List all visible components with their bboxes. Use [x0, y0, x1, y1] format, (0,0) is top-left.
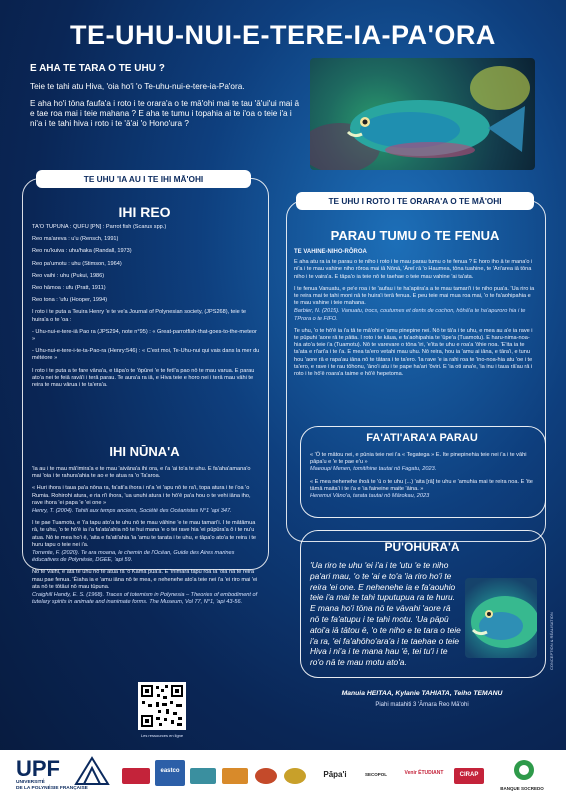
- ihi-nunaa-text: [32, 466, 260, 611]
- parau-tumu-heading: PARAU TUMU O TE FENUA: [330, 228, 500, 243]
- socredo-emblem: [512, 758, 536, 782]
- dialect-line: Reo pa'umotu : uhu (Stimson, 1964): [32, 260, 122, 267]
- papai-logo: Pāpa'i: [323, 770, 347, 779]
- parrotfish-photo: [310, 58, 535, 170]
- ihi-nunaa-paragraph: I te pae Tuamotu, e 'i'a tapu ato'a te uhu nō te mau vāhine 'e te mau tamari'i. I te mātāmua rā, te uhu, 'o te hō'ē ia i'a fa'ata'ahia nō te hui mana 'e o tei rave hia 'ei pūpūra'a ō i te nu'u atua. Nō te mea ho'i ē, 'aita e fa'ati'ahia 'ia 'amu te tarata i te uhu, e tāpa'o ato'a te reira i te huru tapu o teie nei i'a.: [32, 520, 257, 548]
- ihi-reo-paragraph: I roto i te puta a Teuira Henry 'e te ve'a Journal of Polynesian society, (JPS268), teie te huira'a o te 'oa :: [32, 309, 246, 323]
- citation: Heremui Vāno'a, tarata tautai nō Mārokau, 2023: [310, 493, 430, 500]
- parau-tumu-subheading: TE VAHINE-NIHO-RŌROA: [294, 249, 367, 255]
- venir-etudiant-logo: Venir ÉTUDIANT: [404, 770, 444, 776]
- faatiara-text: [310, 452, 536, 505]
- ihi-reo-paragraph: - Uhu-nui-e-tere-i-te-ta-Pao-ra (Henry:546) : « C'est moi, Te-Uhu-nui qui vais dans la mer du météore »: [32, 348, 260, 362]
- parau-tumu-paragraph: I te fenua Vanuatu, e pe'e roa i te 'aufau i te ha'apiira'a a te mau tamari'i i te niho pua'a. 'Ua riro ia te reira mai te tahi moni nā te huira'i terā fenua. E peu teie mai mua roa mai, 'o te fa'aohipahia e te mau vahine i teie mahana.: [294, 285, 535, 307]
- cirap-logo-text: CIRAP: [459, 772, 479, 778]
- socredo-logo: BANQUE SOCREDO: [500, 786, 544, 791]
- citation: Barbier, N. (2015). Vanuatu, trocs, coutumes et dents de cochon, hōhā'a te ha'apuroro hia i te TProra o te FIFO.: [294, 308, 526, 322]
- citation: Craighill Handy, E. S. (1968). Traces of totemism in Polynesia – Theories of embodiment of tutelary spirits in animate and inanimate forms. The Museum, Vol 77, N°1, 'api 43-56.: [32, 592, 258, 606]
- ihi-nunaa-paragraph: 'Ia au i te mau mā'imira'a e te mau 'aivāna'a ihi ora, e i'a 'ai to'a te uhu. E fa'aha'amana'o mai 'oia i te rahura'ahia te ao e te atua ra 'o Ta'aroa.: [32, 466, 251, 480]
- dialect-line: Reo ma'areva : u'u (Rensch, 1991): [32, 236, 119, 243]
- ihi-nunaa-paragraph: Nō te Vaihi, e ata te uhu nō te atua ra 'o Kama pua'a. E 'inimara tapu roa ia 'oia nā te reira mau pae fenua. 'Ēiaha ia e 'amu iāna nō te mea, e nehenehe ato'a teie nei i'a 'ei riro mai 'ei ata nō te tōtāui nō mau tūpuna.: [32, 569, 258, 590]
- upf-logo: UPF: [16, 756, 60, 781]
- faatiara-heading: FA'ATI'ARA'A PARAU: [366, 432, 478, 444]
- citation: Torrente, F. (2020). Te ara moana, le chemin de l'Océan, Guide des Aires marines éducatives de Polynésie, DGEE, 'api 59.: [32, 550, 235, 564]
- ihi-reo-paragraph: I roto i te puta a te fare vāna'a, e tāpa'o te 'ōpūrei 'e te fetī'a pao nō te mau varua. E parau ato'a nei te feiā ravā'i i terā parau. Te aura'a ra iā, e Hiva teie e horo nei i terā mau vāhi te reira te mau vārua i te ta'era'a.: [32, 367, 255, 389]
- ihi-nunaa-quote: « Huri ihora i taua pa'a nōna ra, fa'ati'a ihora i ni'a 'ei 'apu nō te ra'i, topa atura i te i'oa 'o Rumia. Rohirohi atura, e ria ri'i ihora, 'ua unuhi atura i te hō'ē pa'a hou o te vehi iāna iho, rave ihora 'ei papa 'e 'ei one »: [32, 485, 251, 506]
- intro-paragraph-1: Teie te tahi atu Hiva, 'oia ho'i 'o Te-uhu-nui-e-tere-ia-Pa'ora.: [30, 82, 245, 92]
- parau-tumu-paragraph: Te uhu, 'o te hō'ē ia i'a tā te mā'ohi e 'amu pinepine nei. Nō te tā'a i te uhu, e mea au a'e ia rave i te pūpuhi 'aore rā te pātia. I roto i te kāua, e fa'aohipahia te 'ūpe'a (Tuamotu). E haru-nima-noa-hia ato'a teie i'a (Tuamotu). Nō te varevare o tōna 'iri, 'e'ita te uhu e roa'a 'ōhie noa. 'E'ita ia te ta'ata e ri'ari'a i te i'a. E mea ta'ero vetahi mau uhu. Nō reira, hou ia 'amu ai iāna, e tāra'i, e tunu hou 'aore rā e rapa'au iāna nō te tātara i te ta'ero. 'Ia rave 'e ia rahi roa te 'ino-noa-hia atu 'oe i te ta'ero, e rave i te rau tōhonu, 'āno'i atu i te pape ha'ari 'ōviri. E 'ia oti ana'e, 'ia inu i taua rā'au rā i roto i te hō'ē roara'a taime e hō'ē hepetoma.: [294, 327, 533, 378]
- dialect-line: Reo vaihi : uhu (Pukui, 1986): [32, 272, 105, 279]
- parrotfish-illustration: [310, 58, 535, 170]
- intro-section: [30, 64, 300, 135]
- ihi-reo-text: [32, 224, 260, 394]
- ihi-reo-heading: IHI REO: [118, 204, 171, 220]
- dialect-line: TA'O TUPUNA : QUFU [PN] : Parrot fish (Scarus spp.): [32, 224, 167, 230]
- authors: Manuia HEITAA, Kylanie TAHIATA, Teiho TEMANU: [341, 690, 503, 697]
- secopol-logo: SECOPOL: [364, 772, 387, 777]
- partner-logo: [284, 768, 306, 784]
- upf-emblem: [72, 754, 112, 788]
- upf-logo-text: DE LA POLYNÉSIE FRANÇAISE: [16, 786, 88, 791]
- faatiara-quote: « E mea nehenehe ihoā te 'ū o te uhu (...) 'aita [rā] te uhu e 'amuhia mai te reira noa. E 'ite tāmā maita'i i te i'a e 'ia faineine maite 'āina. »: [310, 478, 533, 492]
- affiliation: Piahi matahiti 3 'Āmara Reo Mā'ohi: [375, 702, 469, 708]
- side-credit: CONCEPTION & RÉALISATION: [549, 612, 554, 670]
- citation: Maeoupi Menen, tomitihine tautai nō Fagatu, 2023.: [310, 466, 437, 473]
- partner-logo: [122, 768, 150, 784]
- ihi-nunaa-heading: IHI NŪNA'A: [109, 444, 180, 459]
- parau-tumu-text: [294, 249, 536, 383]
- partner-logo: [222, 768, 248, 784]
- intro-heading: E AHA TE TARA O TE UHU ?: [30, 63, 165, 74]
- parau-tumu-paragraph: E aha atu ra ia te parau o te niho i roto i te mau parau tumu o te fenua ? E horo iho ā te mana'o i ni'a i te mau vahine niho rōroa mai iā Nōnā, 'Āreī rā 'o Haumea, tōna tuahine, te 'Ari'area iā tōna niho i te vaira'a. E tāpa'o ia teie nō te taehae o teie mau vahine 'ai ta'ata.: [294, 259, 533, 280]
- puohura-heading: PŪ'OHURA'A: [384, 540, 460, 554]
- upf-logo-text: UNIVERSITÉ: [16, 780, 45, 785]
- dialect-line: Reo tona : 'ufu (Hooper, 1994): [32, 297, 108, 304]
- parrotfish-head-illustration: [465, 578, 537, 658]
- qr-caption: Les ressources en ligne: [140, 733, 184, 738]
- right-panel-tab: TE UHU I ROTO I TE ORARA'A O TE MĀ'OHI: [296, 192, 534, 210]
- intro-paragraph-2: E aha ho'i tōna faufa'a i roto i te orara'a o te mā'ohi mai te tau 'ā'ui'ui mai ā e tae roa mai i teie mahana ? E aha te tumu i topahia ai te i'oa o teie i'a i ni'a i te tahi hiva i roto i te 'ā'ai 'o Hono'ura ?: [30, 98, 300, 129]
- dialect-line: Reo hāmoa : ufu (Pratt, 1911): [32, 285, 106, 292]
- dialect-line: Reo nu'kuiva : uhu/haka (Randall, 1973): [32, 248, 132, 255]
- puohura-text: 'Ua riro te uhu 'ei i'a i te 'utu 'e te niho pa'ari mau, 'o te 'ai e to'a 'ia riro ho'i te reira 'ei one. E nehenehe ia e fa'aouhio teie i'a mai te tahi tuputupua ra te huru. E mana ho'i tōna nō te vāvahi 'aore rā nō te fa'atupu i te tahi motu. 'Ua pāpū atoi'a iā tātou ē, 'o te niho e te tara o teie i'a ra, 'ei fa'ahōho'ara'a i te taehae o teie Hiva i ni'a i te mana hau 'ē, tei tu'i i te ro'o nā te mau motu ato'a.: [310, 560, 461, 668]
- qr-code[interactable]: [138, 682, 186, 730]
- page-title: TE-UHU-NUI-E-TERE-IA-PA'ORA: [70, 20, 496, 50]
- footer-logos: [0, 750, 566, 800]
- partner-logo: [190, 768, 216, 784]
- eastco-logo-text: eastco: [160, 768, 180, 774]
- parrotfish-head-photo: [465, 578, 537, 658]
- faatiara-quote: « 'Ō te mātou nei, e pūnia teie nei i'a « Tegatega » E. Ite pinepinehia teie nei i'a i te vāhi pāpa'u e 'e te pae e'u »: [310, 452, 527, 466]
- citation: Henry, T. (2004). Tahiti aux temps anciens, Société des Océanistes N°1 'api 347.: [32, 508, 232, 515]
- left-panel-tab: TE UHU 'IA AU I TE IHI MĀ'OHI: [36, 170, 251, 188]
- ihi-reo-paragraph: - Uhu-nui-e-tere-iā Pao ra (JPS294, note n°95) : « Great-parrotfish-that-goes-to-the-meteor »: [32, 328, 257, 343]
- partner-logo: [255, 768, 277, 784]
- qr-icon: [138, 682, 186, 730]
